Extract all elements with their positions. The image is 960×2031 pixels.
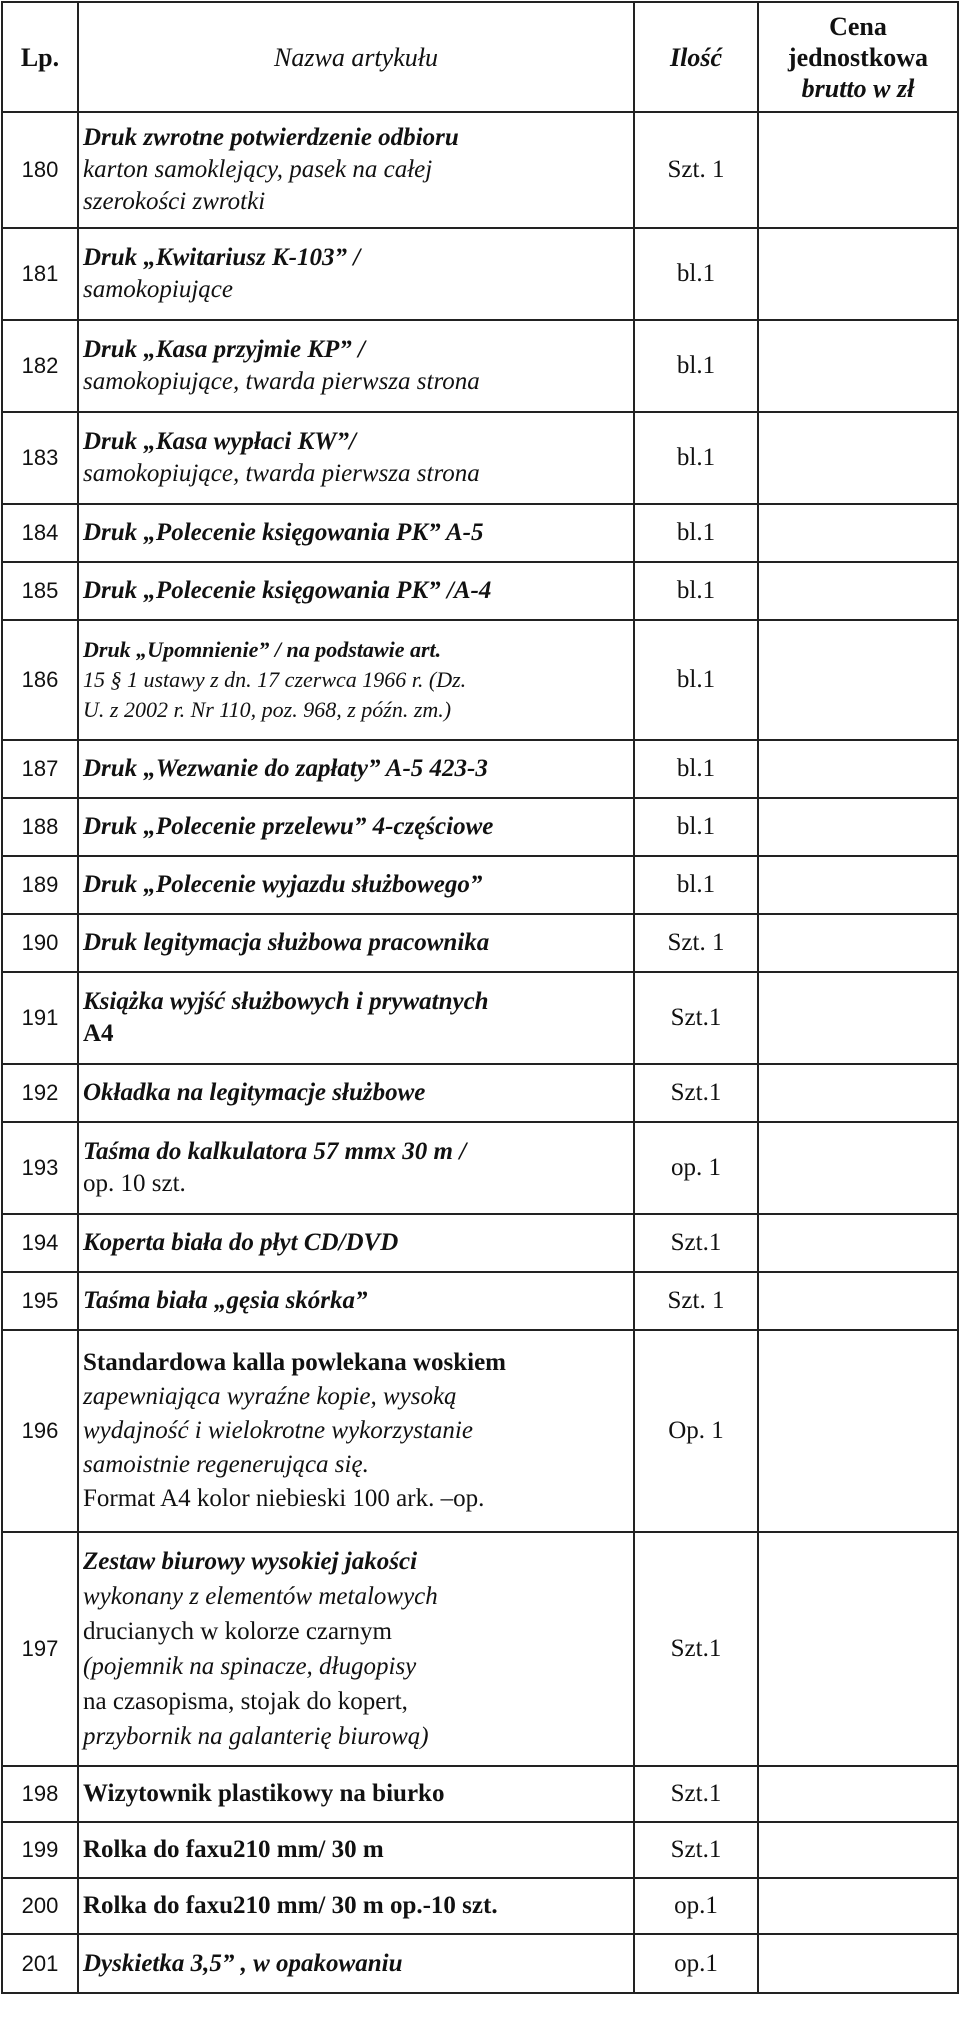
- table-row: [2, 504, 958, 562]
- row-number: 188: [2, 798, 78, 856]
- table-row: [2, 1822, 958, 1878]
- item-name-line: Książka wyjść służbowych i prywatnych: [83, 988, 489, 1015]
- unit-price-cell: [758, 972, 958, 1064]
- item-name: [78, 1532, 634, 1766]
- table-row: [2, 112, 958, 228]
- item-name-line: karton samoklejący, pasek na całej: [83, 156, 433, 183]
- table-row: [2, 972, 958, 1064]
- header-name: Nazwa artykułu: [78, 2, 634, 112]
- unit-price-cell: [758, 1214, 958, 1272]
- table-row: [2, 914, 958, 972]
- item-name-line: U. z 2002 r. Nr 110, poz. 968, z późn. zm.): [83, 697, 452, 722]
- item-quantity: Szt.1: [634, 972, 758, 1064]
- item-name-line: Koperta biała do płyt CD/DVD: [83, 1229, 399, 1256]
- item-name-line: Wizytownik plastikowy na biurko: [83, 1780, 445, 1807]
- item-name-line: Druk „Polecenie wyjazdu służbowego”: [83, 871, 483, 898]
- table-row: [2, 1064, 958, 1122]
- item-quantity: Szt. 1: [634, 112, 758, 228]
- item-quantity: bl.1: [634, 740, 758, 798]
- item-name-line: Druk „Upomnienie” / na podstawie art.: [83, 637, 442, 662]
- item-name-line: (pojemnik na spinacze, długopisy: [83, 1653, 417, 1680]
- unit-price-cell: [758, 1064, 958, 1122]
- item-name-line: Druk legitymacja służbowa pracownika: [83, 929, 490, 956]
- row-number: 201: [2, 1934, 78, 1993]
- table-row: [2, 562, 958, 620]
- unit-price-cell: [758, 1766, 958, 1822]
- item-quantity: bl.1: [634, 504, 758, 562]
- item-name-line: Standardowa kalla powlekana woskiem: [83, 1349, 506, 1376]
- item-quantity: bl.1: [634, 798, 758, 856]
- table-row: [2, 1330, 958, 1532]
- row-number: 182: [2, 320, 78, 412]
- item-name: [78, 1934, 634, 1993]
- table-header-row: [2, 2, 958, 112]
- item-name-line: Druk „Kasa przyjmie KP” /: [83, 336, 365, 363]
- item-quantity: bl.1: [634, 562, 758, 620]
- table-row: [2, 1766, 958, 1822]
- unit-price-cell: [758, 798, 958, 856]
- unit-price-cell: [758, 320, 958, 412]
- item-name: [78, 1122, 634, 1214]
- item-name-line: Okładka na legitymacje służbowe: [83, 1079, 426, 1106]
- item-quantity: Szt.1: [634, 1532, 758, 1766]
- item-quantity: Szt.1: [634, 1822, 758, 1878]
- item-name: [78, 1330, 634, 1532]
- header-price: [758, 2, 958, 112]
- unit-price-cell: [758, 562, 958, 620]
- row-number: 191: [2, 972, 78, 1064]
- unit-price-cell: [758, 504, 958, 562]
- item-quantity: Szt.1: [634, 1766, 758, 1822]
- item-name-line: Zestaw biurowy wysokiej jakości: [83, 1548, 418, 1575]
- item-name-line: Dyskietka 3,5” , w opakowaniu: [83, 1949, 403, 1977]
- item-quantity: Szt.1: [634, 1214, 758, 1272]
- item-name-line: Format A4 kolor niebieski 100 ark. –op.: [83, 1485, 485, 1512]
- item-quantity: op.1: [634, 1878, 758, 1934]
- item-name-line: Taśma biała „gęsia skórka”: [83, 1287, 368, 1314]
- unit-price-cell: [758, 620, 958, 740]
- item-quantity: Szt. 1: [634, 914, 758, 972]
- header-price-line: brutto w zł: [801, 73, 915, 103]
- item-name: [78, 620, 634, 740]
- item-name-line: Druk „Kwitariusz K-103” /: [83, 244, 361, 271]
- header-lp: Lp.: [2, 2, 78, 112]
- item-name-line: samoistnie regenerująca się.: [83, 1451, 369, 1478]
- unit-price-cell: [758, 1272, 958, 1330]
- row-number: 189: [2, 856, 78, 914]
- row-number: 186: [2, 620, 78, 740]
- table-row: [2, 856, 958, 914]
- item-quantity: Szt.1: [634, 1064, 758, 1122]
- item-name: [78, 504, 634, 562]
- item-quantity: bl.1: [634, 320, 758, 412]
- item-name: [78, 1064, 634, 1122]
- item-quantity: bl.1: [634, 620, 758, 740]
- table-row: [2, 1878, 958, 1934]
- item-name-line: Druk „Kasa wypłaci KW”/: [83, 428, 356, 455]
- item-name: [78, 798, 634, 856]
- row-number: 193: [2, 1122, 78, 1214]
- row-number: 183: [2, 412, 78, 504]
- row-number: 185: [2, 562, 78, 620]
- item-name: [78, 740, 634, 798]
- unit-price-cell: [758, 1122, 958, 1214]
- item-name: [78, 1766, 634, 1822]
- item-name: [78, 412, 634, 504]
- row-number: 195: [2, 1272, 78, 1330]
- item-name-line: Druk „Polecenie księgowania PK” /A-4: [83, 577, 492, 604]
- item-name-line: przybornik na galanterię biurową): [83, 1723, 429, 1750]
- row-number: 192: [2, 1064, 78, 1122]
- unit-price-cell: [758, 1822, 958, 1878]
- item-name-line: Druk „Polecenie przelewu” 4-częściowe: [83, 813, 494, 840]
- table-row: [2, 412, 958, 504]
- table-row: [2, 740, 958, 798]
- row-number: 187: [2, 740, 78, 798]
- item-name-line: Druk „Polecenie księgowania PK” A-5: [83, 519, 484, 546]
- item-name-line: Taśma do kalkulatora 57 mmx 30 m /: [83, 1138, 467, 1165]
- row-number: 198: [2, 1766, 78, 1822]
- item-name: [78, 914, 634, 972]
- unit-price-cell: [758, 1934, 958, 1993]
- table-row: [2, 1214, 958, 1272]
- unit-price-cell: [758, 228, 958, 320]
- item-name-line: wydajność i wielokrotne wykorzystanie: [83, 1417, 473, 1444]
- item-name-line: Druk zwrotne potwierdzenie odbioru: [83, 124, 459, 151]
- row-number: 197: [2, 1532, 78, 1766]
- table-row: [2, 1934, 958, 1993]
- item-name-line: zapewniająca wyraźne kopie, wysoką: [83, 1383, 457, 1410]
- unit-price-cell: [758, 740, 958, 798]
- item-name: [78, 1822, 634, 1878]
- unit-price-cell: [758, 1330, 958, 1532]
- unit-price-cell: [758, 914, 958, 972]
- item-quantity: Szt. 1: [634, 1272, 758, 1330]
- row-number: 194: [2, 1214, 78, 1272]
- item-name-line: op. 10 szt.: [83, 1170, 186, 1197]
- row-number: 190: [2, 914, 78, 972]
- item-name: [78, 228, 634, 320]
- item-name-line: samokopiujące, twarda pierwsza strona: [83, 460, 480, 487]
- table-row: [2, 1122, 958, 1214]
- unit-price-cell: [758, 412, 958, 504]
- item-name-line: Rolka do faxu210 mm/ 30 m op.-10 szt.: [83, 1892, 498, 1919]
- table-row: [2, 320, 958, 412]
- unit-price-cell: [758, 1532, 958, 1766]
- item-quantity: bl.1: [634, 856, 758, 914]
- item-name: [78, 1214, 634, 1272]
- item-name: [78, 562, 634, 620]
- item-name-line: A4: [83, 1020, 114, 1047]
- table-row: [2, 1532, 958, 1766]
- item-name-line: samokopiujące: [83, 276, 233, 303]
- unit-price-cell: [758, 856, 958, 914]
- item-quantity: bl.1: [634, 412, 758, 504]
- table-row: [2, 1272, 958, 1330]
- item-name: [78, 320, 634, 412]
- items-table: [1, 1, 959, 1994]
- item-name-line: na czasopisma, stojak do kopert,: [83, 1688, 408, 1715]
- item-name-line: szerokości zwrotki: [83, 188, 266, 215]
- item-name-line: drucianych w kolorze czarnym: [83, 1618, 392, 1645]
- header-price-line: Cena: [829, 11, 887, 41]
- table-row: [2, 620, 958, 740]
- row-number: 196: [2, 1330, 78, 1532]
- row-number: 181: [2, 228, 78, 320]
- item-quantity: Op. 1: [634, 1330, 758, 1532]
- item-name-line: Druk „Wezwanie do zapłaty” A-5 423-3: [83, 755, 488, 782]
- item-name: [78, 856, 634, 914]
- row-number: 199: [2, 1822, 78, 1878]
- item-name: [78, 1878, 634, 1934]
- row-number: 180: [2, 112, 78, 228]
- item-name: [78, 972, 634, 1064]
- item-name-line: samokopiujące, twarda pierwsza strona: [83, 368, 480, 395]
- table-row: [2, 798, 958, 856]
- item-quantity: op. 1: [634, 1122, 758, 1214]
- item-name: [78, 1272, 634, 1330]
- header-price-line: jednostkowa: [787, 42, 929, 72]
- unit-price-cell: [758, 112, 958, 228]
- item-name: [78, 112, 634, 228]
- item-quantity: bl.1: [634, 228, 758, 320]
- unit-price-cell: [758, 1878, 958, 1934]
- table-row: [2, 228, 958, 320]
- item-name-line: Rolka do faxu210 mm/ 30 m: [83, 1836, 384, 1863]
- row-number: 184: [2, 504, 78, 562]
- item-name-line: wykonany z elementów metalowych: [83, 1583, 438, 1610]
- item-name-line: 15 § 1 ustawy z dn. 17 czerwca 1966 r. (Dz.: [83, 667, 467, 692]
- item-quantity: op.1: [634, 1934, 758, 1993]
- row-number: 200: [2, 1878, 78, 1934]
- header-qty: Ilość: [634, 2, 758, 112]
